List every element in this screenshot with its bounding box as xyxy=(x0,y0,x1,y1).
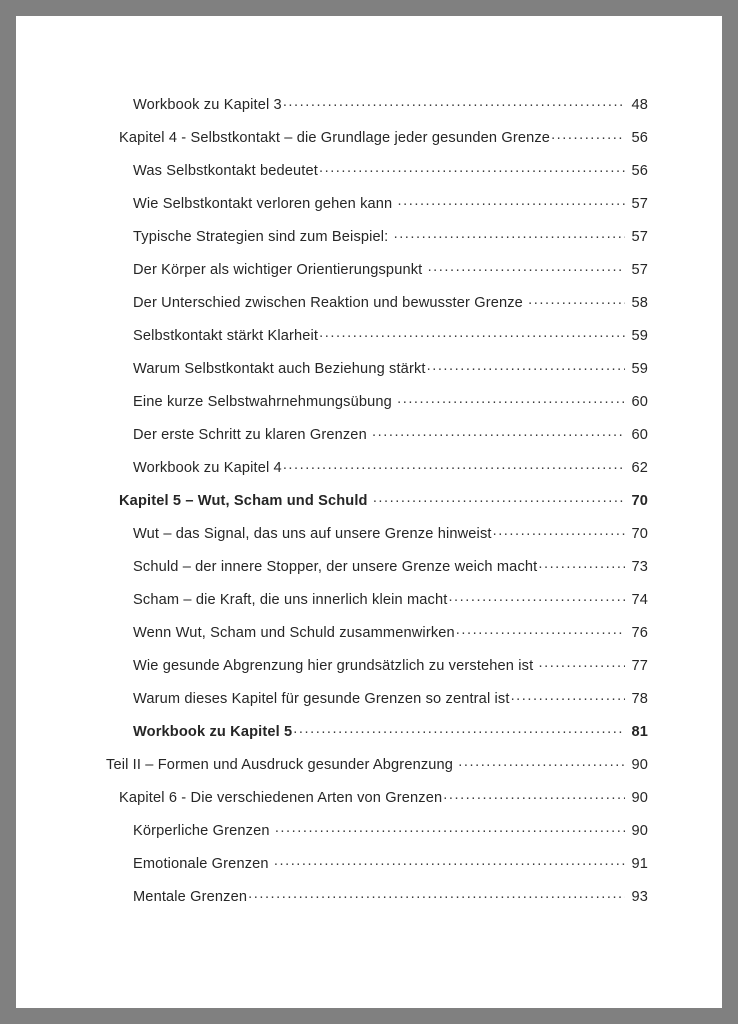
toc-leader-dots xyxy=(394,226,625,241)
toc-entry-title: Workbook zu Kapitel 5 xyxy=(133,723,293,740)
toc-entry-page-number: 60 xyxy=(631,426,648,443)
toc-entry-page-number: 48 xyxy=(631,96,648,113)
toc-entry-title: Kapitel 6 - Die verschiedenen Arten von Grenzen xyxy=(119,789,443,806)
toc-entry-page-number: 73 xyxy=(631,558,648,575)
toc-entry-title: Kapitel 5 – Wut, Scham und Schuld xyxy=(119,492,372,509)
toc-entry[interactable] xyxy=(16,721,722,754)
table-of-contents-list xyxy=(16,16,722,919)
toc-entry-title: Selbstkontakt stärkt Klarheit xyxy=(133,327,319,344)
toc-entry[interactable] xyxy=(16,391,722,424)
toc-leader-dots xyxy=(428,259,625,274)
toc-leader-dots xyxy=(443,787,625,802)
toc-entry-title: Typische Strategien sind zum Beispiel: xyxy=(133,228,393,245)
toc-entry-page-number: 56 xyxy=(631,162,648,179)
toc-leader-dots xyxy=(373,490,625,505)
toc-entry[interactable] xyxy=(16,787,722,820)
toc-entry[interactable] xyxy=(16,193,722,226)
toc-entry-title: Wut – das Signal, das uns auf unsere Grenze hinweist xyxy=(133,525,492,542)
toc-entry-title: Schuld – der innere Stopper, der unsere Grenze weich macht xyxy=(133,558,538,575)
toc-entry-title: Mentale Grenzen xyxy=(133,888,248,905)
toc-entry-title: Wie gesunde Abgrenzung hier grundsätzlich zu verstehen ist xyxy=(133,657,538,674)
toc-leader-dots xyxy=(293,721,625,736)
toc-entry-title: Emotionale Grenzen xyxy=(133,855,273,872)
toc-entry-page-number: 76 xyxy=(631,624,648,641)
toc-entry[interactable] xyxy=(16,853,722,886)
toc-entry-page-number: 81 xyxy=(631,723,648,740)
toc-entry-page-number: 56 xyxy=(631,129,648,146)
toc-entry-page-number: 60 xyxy=(631,393,648,410)
toc-entry-page-number: 90 xyxy=(631,756,648,773)
toc-entry-page-number: 70 xyxy=(631,492,648,509)
toc-entry-page-number: 57 xyxy=(631,228,648,245)
toc-leader-dots xyxy=(551,127,625,142)
toc-leader-dots xyxy=(539,655,626,670)
toc-entry-title: Der Unterschied zwischen Reaktion und bewusster Grenze xyxy=(133,294,528,311)
toc-entry-title: Der erste Schritt zu klaren Grenzen xyxy=(133,426,372,443)
toc-leader-dots xyxy=(372,424,625,439)
toc-entry-page-number: 62 xyxy=(631,459,648,476)
toc-leader-dots xyxy=(319,325,625,340)
toc-entry-title: Workbook zu Kapitel 3 xyxy=(133,96,282,113)
toc-leader-dots xyxy=(275,820,625,835)
toc-entry-page-number: 59 xyxy=(631,327,648,344)
toc-entry-title: Was Selbstkontakt bedeutet xyxy=(133,162,318,179)
toc-entry[interactable] xyxy=(16,424,722,457)
toc-leader-dots xyxy=(493,523,625,538)
toc-entry-title: Körperliche Grenzen xyxy=(133,822,274,839)
toc-entry[interactable] xyxy=(16,259,722,292)
toc-entry[interactable] xyxy=(16,292,722,325)
toc-leader-dots xyxy=(458,754,625,769)
toc-leader-dots xyxy=(427,358,625,373)
toc-leader-dots xyxy=(248,886,625,901)
toc-entry-page-number: 90 xyxy=(631,822,648,839)
toc-entry[interactable] xyxy=(16,226,722,259)
toc-entry-page-number: 91 xyxy=(631,855,648,872)
document-page xyxy=(16,16,722,1008)
toc-leader-dots xyxy=(448,589,625,604)
toc-entry[interactable] xyxy=(16,622,722,655)
toc-entry-page-number: 70 xyxy=(631,525,648,542)
toc-entry[interactable] xyxy=(16,490,722,523)
toc-entry[interactable] xyxy=(16,688,722,721)
toc-leader-dots xyxy=(319,160,625,175)
toc-leader-dots xyxy=(283,457,625,472)
toc-entry-page-number: 77 xyxy=(631,657,648,674)
toc-entry-title: Wenn Wut, Scham und Schuld zusammenwirken xyxy=(133,624,455,641)
toc-entry-page-number: 78 xyxy=(631,690,648,707)
toc-entry[interactable] xyxy=(16,820,722,853)
toc-leader-dots xyxy=(274,853,625,868)
toc-entry-page-number: 57 xyxy=(631,195,648,212)
toc-entry-title: Workbook zu Kapitel 4 xyxy=(133,459,282,476)
toc-entry[interactable] xyxy=(16,358,722,391)
toc-entry-title: Eine kurze Selbstwahrnehmungsübung xyxy=(133,393,397,410)
toc-entry[interactable] xyxy=(16,655,722,688)
toc-entry-page-number: 57 xyxy=(631,261,648,278)
toc-entry-title: Der Körper als wichtiger Orientierungspunkt xyxy=(133,261,427,278)
toc-leader-dots xyxy=(538,556,625,571)
toc-entry-title: Wie Selbstkontakt verloren gehen kann xyxy=(133,195,397,212)
toc-entry-page-number: 58 xyxy=(631,294,648,311)
toc-entry[interactable] xyxy=(16,457,722,490)
toc-entry-title: Warum Selbstkontakt auch Beziehung stärkt xyxy=(133,360,426,377)
toc-entry[interactable] xyxy=(16,589,722,622)
toc-leader-dots xyxy=(398,193,625,208)
toc-leader-dots xyxy=(456,622,625,637)
toc-entry-page-number: 74 xyxy=(631,591,648,608)
toc-entry[interactable] xyxy=(16,325,722,358)
toc-entry[interactable] xyxy=(16,886,722,919)
toc-entry[interactable] xyxy=(16,754,722,787)
toc-entry-page-number: 90 xyxy=(631,789,648,806)
toc-entry-page-number: 93 xyxy=(631,888,648,905)
toc-entry[interactable] xyxy=(16,523,722,556)
toc-entry-title: Warum dieses Kapitel für gesunde Grenzen so zentral ist xyxy=(133,690,510,707)
toc-leader-dots xyxy=(397,391,625,406)
toc-leader-dots xyxy=(528,292,625,307)
toc-entry[interactable] xyxy=(16,556,722,589)
toc-entry-title: Teil II – Formen und Ausdruck gesunder Abgrenzung xyxy=(106,756,458,773)
toc-entry-title: Kapitel 4 - Selbstkontakt – die Grundlage jeder gesunden Grenze xyxy=(119,129,551,146)
toc-leader-dots xyxy=(511,688,625,703)
toc-leader-dots xyxy=(283,94,625,109)
toc-entry-page-number: 59 xyxy=(631,360,648,377)
toc-entry[interactable] xyxy=(16,160,722,193)
toc-entry[interactable] xyxy=(16,127,722,160)
toc-entry-title: Scham – die Kraft, die uns innerlich klein macht xyxy=(133,591,448,608)
toc-entry[interactable] xyxy=(16,94,722,127)
